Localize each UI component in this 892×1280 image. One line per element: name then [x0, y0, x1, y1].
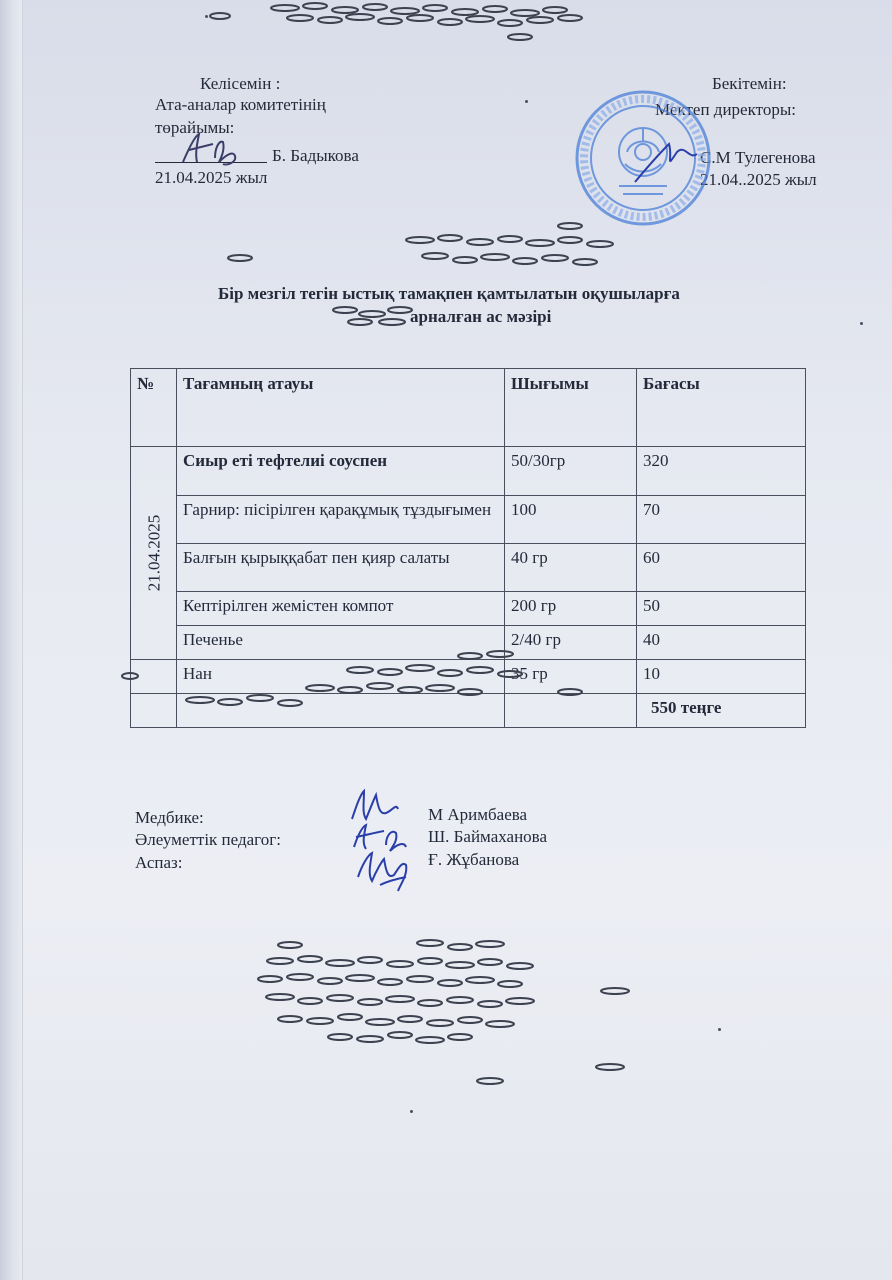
staff-role-cook: Аспаз: [135, 853, 183, 872]
approval-right-name: С.М Тулегенова [700, 148, 816, 167]
staff-signatures [340, 785, 440, 905]
speck [718, 1028, 721, 1031]
approval-left-label: Келісемін : [200, 74, 281, 93]
redaction-scribble-table [110, 630, 630, 710]
staff-role-social-pedagogue: Әлеуметтік педагог: [135, 830, 281, 849]
dish-price: 70 [637, 496, 806, 544]
staff-role-nurse: Медбике: [135, 808, 204, 827]
approval-right-role: Мектеп директоры: [655, 100, 796, 119]
header-dish-name: Тағамның атауы [177, 369, 505, 447]
dish-price: 10 [637, 660, 806, 694]
redaction-scribble-title [330, 300, 430, 328]
approval-right-label: Бекітемін: [712, 74, 787, 93]
header-portion: Шығымы [505, 369, 637, 447]
dish-price: 40 [637, 626, 806, 660]
dish-portion: 100 [505, 496, 637, 544]
speck [860, 322, 863, 325]
approval-left-role-line1: Ата-аналар комитетінің [155, 95, 326, 114]
dish-name: Нан [177, 660, 505, 694]
speck [525, 100, 528, 103]
dish-price: 50 [637, 592, 806, 626]
dish-price: 60 [637, 544, 806, 592]
staff-name-social-pedagogue: Ш. Баймаханова [428, 827, 548, 846]
table-row [131, 496, 806, 544]
school-seal-stamp [565, 82, 725, 232]
approval-left-date: 21.04.2025 жыл [155, 168, 268, 187]
signature-left [175, 128, 255, 173]
speck [205, 15, 208, 18]
menu-date: 21.04.2025 [144, 514, 163, 592]
dish-name: Печенье [177, 626, 505, 660]
table-row [131, 592, 806, 626]
approval-left-role-line2: төрайымы: [155, 118, 235, 137]
date-cell [131, 447, 177, 660]
dish-portion: 50/30гр [505, 447, 637, 496]
dish-name: Сиыр еті тефтелиі соуспен [177, 447, 505, 496]
staff-name-nurse: М Аримбаева [428, 805, 528, 824]
redaction-scribble-middle [220, 218, 640, 278]
dish-name: Кептірілген жемістен компот [177, 592, 505, 626]
dish-price: 320 [637, 447, 806, 496]
header-number: № [131, 369, 177, 447]
approval-right-date: 21.04..2025 жыл [700, 170, 817, 189]
dish-name: Гарнир: пісірілген қарақұмық тұздығымен [177, 496, 505, 544]
speck [410, 1110, 413, 1113]
redaction-scribble-bottom [250, 935, 650, 1095]
staff-name-cook: Ғ. Жұбанова [428, 850, 520, 869]
approval-left-name: Б. Бадыкова [272, 146, 359, 165]
dish-portion: 200 гр [505, 592, 637, 626]
redaction-scribble-top [190, 0, 630, 45]
menu-title-line1: Бір мезгіл тегін ыстық тамақпен қамтылатын оқушыларға [218, 284, 680, 303]
dish-portion: 40 гр [505, 544, 637, 592]
table-row [131, 447, 806, 496]
dish-portion: 2/40 гр [505, 626, 637, 660]
header-price: Бағасы [637, 369, 806, 447]
dish-portion: 35 гр [505, 660, 637, 694]
paper-edge [0, 0, 23, 1280]
total-price: 550 теңге [637, 694, 806, 728]
table-row [131, 544, 806, 592]
table-header-row [131, 369, 806, 447]
menu-title-line2: арналған ас мәзірі [410, 307, 552, 326]
dish-name: Балғын қырыққабат пен қияр салаты [177, 544, 505, 592]
